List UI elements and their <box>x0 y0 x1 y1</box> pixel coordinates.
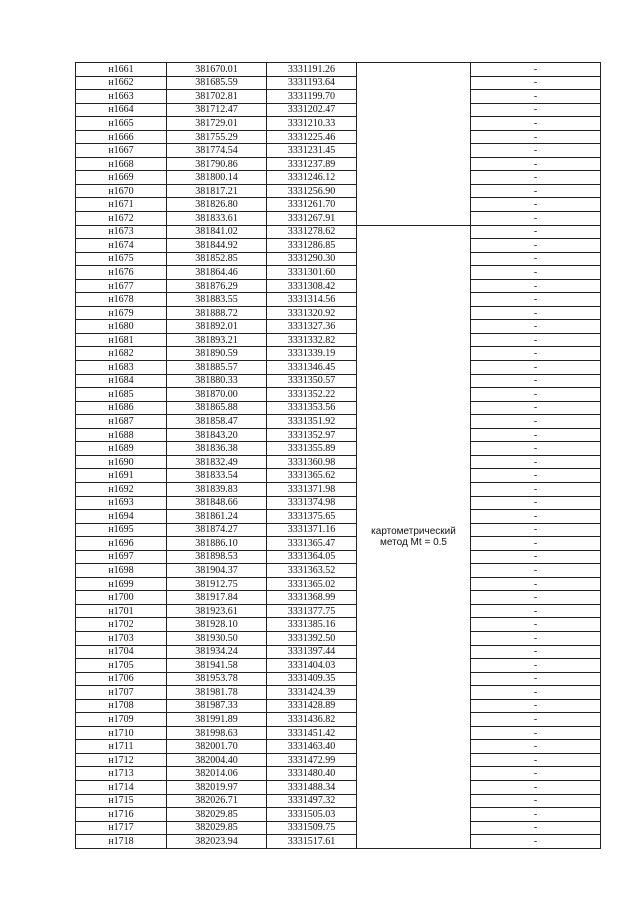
note-cell: - <box>471 726 601 740</box>
table-row <box>76 90 601 104</box>
note-cell: - <box>471 306 601 320</box>
table-row <box>76 659 601 673</box>
table-row <box>76 225 601 239</box>
table-row <box>76 401 601 415</box>
y-coordinate-cell: 3331286.85 <box>267 239 357 253</box>
point-id-cell: н1662 <box>76 76 167 90</box>
y-coordinate-cell: 3331509.75 <box>267 821 357 835</box>
y-coordinate-cell: 3331278.62 <box>267 225 357 239</box>
note-cell: - <box>471 591 601 605</box>
y-coordinate-cell: 3331463.40 <box>267 740 357 754</box>
x-coordinate-cell: 381941.58 <box>167 659 267 673</box>
note-cell: - <box>471 604 601 618</box>
y-coordinate-cell: 3331392.50 <box>267 631 357 645</box>
y-coordinate-cell: 3331377.75 <box>267 604 357 618</box>
note-cell: - <box>471 577 601 591</box>
x-coordinate-cell: 382029.85 <box>167 821 267 835</box>
point-id-cell: н1714 <box>76 780 167 794</box>
note-cell: - <box>471 333 601 347</box>
table-row <box>76 591 601 605</box>
y-coordinate-cell: 3331375.65 <box>267 510 357 524</box>
y-coordinate-cell: 3331363.52 <box>267 564 357 578</box>
x-coordinate-cell: 381800.14 <box>167 171 267 185</box>
note-cell: - <box>471 63 601 77</box>
point-id-cell: н1702 <box>76 618 167 632</box>
y-coordinate-cell: 3331374.98 <box>267 496 357 510</box>
table-row <box>76 564 601 578</box>
x-coordinate-cell: 382026.71 <box>167 794 267 808</box>
x-coordinate-cell: 381874.27 <box>167 523 267 537</box>
table-row <box>76 239 601 253</box>
table-row <box>76 171 601 185</box>
point-id-cell: н1684 <box>76 374 167 388</box>
point-id-cell: н1680 <box>76 320 167 334</box>
table-row <box>76 835 601 849</box>
x-coordinate-cell: 381898.53 <box>167 550 267 564</box>
table-row <box>76 808 601 822</box>
point-id-cell: н1707 <box>76 686 167 700</box>
y-coordinate-cell: 3331237.89 <box>267 157 357 171</box>
point-id-cell: н1682 <box>76 347 167 361</box>
point-id-cell: н1712 <box>76 753 167 767</box>
table-row <box>76 821 601 835</box>
note-cell: - <box>471 76 601 90</box>
x-coordinate-cell: 382001.70 <box>167 740 267 754</box>
x-coordinate-cell: 381991.89 <box>167 713 267 727</box>
x-coordinate-cell: 381817.21 <box>167 184 267 198</box>
y-coordinate-cell: 3331327.36 <box>267 320 357 334</box>
x-coordinate-cell: 381888.72 <box>167 306 267 320</box>
point-id-cell: н1705 <box>76 659 167 673</box>
y-coordinate-cell: 3331308.42 <box>267 279 357 293</box>
table-row <box>76 212 601 226</box>
note-cell: - <box>471 713 601 727</box>
y-coordinate-cell: 3331231.45 <box>267 144 357 158</box>
point-id-cell: н1709 <box>76 713 167 727</box>
table-row <box>76 388 601 402</box>
table-row <box>76 361 601 375</box>
table-row <box>76 631 601 645</box>
note-cell: - <box>471 537 601 551</box>
table-row <box>76 333 601 347</box>
table-row <box>76 713 601 727</box>
x-coordinate-cell: 381839.83 <box>167 482 267 496</box>
note-cell: - <box>471 550 601 564</box>
x-coordinate-cell: 381843.20 <box>167 428 267 442</box>
table-row <box>76 347 601 361</box>
note-cell: - <box>471 442 601 456</box>
y-coordinate-cell: 3331191.26 <box>267 63 357 77</box>
x-coordinate-cell: 381876.29 <box>167 279 267 293</box>
y-coordinate-cell: 3331409.35 <box>267 672 357 686</box>
note-cell: - <box>471 631 601 645</box>
point-id-cell: н1717 <box>76 821 167 835</box>
point-id-cell: н1667 <box>76 144 167 158</box>
y-coordinate-cell: 3331365.47 <box>267 537 357 551</box>
x-coordinate-cell: 382014.06 <box>167 767 267 781</box>
note-cell: - <box>471 672 601 686</box>
note-cell: - <box>471 225 601 239</box>
point-id-cell: н1691 <box>76 469 167 483</box>
table-row <box>76 428 601 442</box>
point-id-cell: н1676 <box>76 266 167 280</box>
point-id-cell: н1703 <box>76 631 167 645</box>
y-coordinate-cell: 3331371.98 <box>267 482 357 496</box>
table-row <box>76 130 601 144</box>
note-cell: - <box>471 455 601 469</box>
y-coordinate-cell: 3331256.90 <box>267 184 357 198</box>
note-cell: - <box>471 347 601 361</box>
x-coordinate-cell: 381923.61 <box>167 604 267 618</box>
x-coordinate-cell: 381981.78 <box>167 686 267 700</box>
table-row <box>76 374 601 388</box>
note-cell: - <box>471 239 601 253</box>
table-row <box>76 184 601 198</box>
point-id-cell: н1694 <box>76 510 167 524</box>
point-id-cell: н1692 <box>76 482 167 496</box>
y-coordinate-cell: 3331339.19 <box>267 347 357 361</box>
x-coordinate-cell: 381870.00 <box>167 388 267 402</box>
table-row <box>76 76 601 90</box>
y-coordinate-cell: 3331350.57 <box>267 374 357 388</box>
note-cell: - <box>471 401 601 415</box>
point-id-cell: н1706 <box>76 672 167 686</box>
table-row <box>76 726 601 740</box>
note-cell: - <box>471 103 601 117</box>
x-coordinate-cell: 381885.57 <box>167 361 267 375</box>
point-id-cell: н1715 <box>76 794 167 808</box>
x-coordinate-cell: 381861.24 <box>167 510 267 524</box>
note-cell: - <box>471 808 601 822</box>
x-coordinate-cell: 381836.38 <box>167 442 267 456</box>
table-row <box>76 63 601 77</box>
point-id-cell: н1675 <box>76 252 167 266</box>
x-coordinate-cell: 381930.50 <box>167 631 267 645</box>
table-row <box>76 618 601 632</box>
point-id-cell: н1700 <box>76 591 167 605</box>
x-coordinate-cell: 381953.78 <box>167 672 267 686</box>
x-coordinate-cell: 381864.46 <box>167 266 267 280</box>
note-cell: - <box>471 130 601 144</box>
point-id-cell: н1697 <box>76 550 167 564</box>
y-coordinate-cell: 3331365.62 <box>267 469 357 483</box>
y-coordinate-cell: 3331385.16 <box>267 618 357 632</box>
note-cell: - <box>471 90 601 104</box>
point-id-cell: н1710 <box>76 726 167 740</box>
x-coordinate-cell: 381844.92 <box>167 239 267 253</box>
y-coordinate-cell: 3331351.92 <box>267 415 357 429</box>
point-id-cell: н1679 <box>76 306 167 320</box>
note-cell: - <box>471 266 601 280</box>
note-cell: - <box>471 157 601 171</box>
y-coordinate-cell: 3331404.03 <box>267 659 357 673</box>
point-id-cell: н1690 <box>76 455 167 469</box>
x-coordinate-cell: 381912.75 <box>167 577 267 591</box>
table-row <box>76 198 601 212</box>
x-coordinate-cell: 381832.49 <box>167 455 267 469</box>
note-cell: - <box>471 388 601 402</box>
y-coordinate-cell: 3331199.70 <box>267 90 357 104</box>
y-coordinate-cell: 3331225.46 <box>267 130 357 144</box>
coordinates-table-body <box>76 63 601 849</box>
x-coordinate-cell: 381890.59 <box>167 347 267 361</box>
note-cell: - <box>471 117 601 131</box>
coordinates-table <box>75 62 601 849</box>
note-cell: - <box>471 659 601 673</box>
x-coordinate-cell: 381841.02 <box>167 225 267 239</box>
table-row <box>76 740 601 754</box>
point-id-cell: н1698 <box>76 564 167 578</box>
table-row <box>76 686 601 700</box>
point-id-cell: н1711 <box>76 740 167 754</box>
table-row <box>76 672 601 686</box>
y-coordinate-cell: 3331397.44 <box>267 645 357 659</box>
note-cell: - <box>471 510 601 524</box>
point-id-cell: н1663 <box>76 90 167 104</box>
y-coordinate-cell: 3331436.82 <box>267 713 357 727</box>
note-cell: - <box>471 184 601 198</box>
note-cell: - <box>471 320 601 334</box>
note-cell: - <box>471 753 601 767</box>
table-row <box>76 699 601 713</box>
y-coordinate-cell: 3331246.12 <box>267 171 357 185</box>
x-coordinate-cell: 381998.63 <box>167 726 267 740</box>
table-row <box>76 252 601 266</box>
point-id-cell: н1669 <box>76 171 167 185</box>
point-id-cell: н1696 <box>76 537 167 551</box>
table-row <box>76 469 601 483</box>
point-id-cell: н1704 <box>76 645 167 659</box>
x-coordinate-cell: 381852.85 <box>167 252 267 266</box>
note-cell: - <box>471 794 601 808</box>
y-coordinate-cell: 3331472.99 <box>267 753 357 767</box>
table-row <box>76 550 601 564</box>
table-row <box>76 320 601 334</box>
x-coordinate-cell: 381670.01 <box>167 63 267 77</box>
note-cell: - <box>471 686 601 700</box>
x-coordinate-cell: 381685.59 <box>167 76 267 90</box>
y-coordinate-cell: 3331202.47 <box>267 103 357 117</box>
note-cell: - <box>471 252 601 266</box>
point-id-cell: н1677 <box>76 279 167 293</box>
note-cell: - <box>471 469 601 483</box>
table-row <box>76 523 601 537</box>
note-cell: - <box>471 523 601 537</box>
point-id-cell: н1674 <box>76 239 167 253</box>
point-id-cell: н1666 <box>76 130 167 144</box>
point-id-cell: н1699 <box>76 577 167 591</box>
y-coordinate-cell: 3331352.97 <box>267 428 357 442</box>
table-row <box>76 144 601 158</box>
y-coordinate-cell: 3331480.40 <box>267 767 357 781</box>
x-coordinate-cell: 381893.21 <box>167 333 267 347</box>
y-coordinate-cell: 3331346.45 <box>267 361 357 375</box>
x-coordinate-cell: 381987.33 <box>167 699 267 713</box>
table-row <box>76 442 601 456</box>
point-id-cell: н1687 <box>76 415 167 429</box>
table-row <box>76 117 601 131</box>
x-coordinate-cell: 381880.33 <box>167 374 267 388</box>
y-coordinate-cell: 3331488.34 <box>267 780 357 794</box>
note-cell: - <box>471 835 601 849</box>
note-cell: - <box>471 144 601 158</box>
x-coordinate-cell: 382019.97 <box>167 780 267 794</box>
point-id-cell: н1671 <box>76 198 167 212</box>
x-coordinate-cell: 381928.10 <box>167 618 267 632</box>
table-row <box>76 577 601 591</box>
table-row <box>76 103 601 117</box>
point-id-cell: н1668 <box>76 157 167 171</box>
y-coordinate-cell: 3331210.33 <box>267 117 357 131</box>
x-coordinate-cell: 381774.54 <box>167 144 267 158</box>
note-cell: - <box>471 482 601 496</box>
x-coordinate-cell: 381833.54 <box>167 469 267 483</box>
point-id-cell: н1672 <box>76 212 167 226</box>
point-id-cell: н1716 <box>76 808 167 822</box>
y-coordinate-cell: 3331267.91 <box>267 212 357 226</box>
x-coordinate-cell: 381917.84 <box>167 591 267 605</box>
note-cell: - <box>471 212 601 226</box>
table-row <box>76 645 601 659</box>
point-id-cell: н1689 <box>76 442 167 456</box>
table-row <box>76 455 601 469</box>
table-row <box>76 753 601 767</box>
x-coordinate-cell: 381712.47 <box>167 103 267 117</box>
note-cell: - <box>471 496 601 510</box>
x-coordinate-cell: 381883.55 <box>167 293 267 307</box>
x-coordinate-cell: 381858.47 <box>167 415 267 429</box>
note-cell: - <box>471 564 601 578</box>
note-cell: - <box>471 279 601 293</box>
x-coordinate-cell: 381826.80 <box>167 198 267 212</box>
method-cell <box>357 63 471 226</box>
y-coordinate-cell: 3331428.89 <box>267 699 357 713</box>
note-cell: - <box>471 767 601 781</box>
point-id-cell: н1685 <box>76 388 167 402</box>
point-id-cell: н1701 <box>76 604 167 618</box>
y-coordinate-cell: 3331290.30 <box>267 252 357 266</box>
point-id-cell: н1678 <box>76 293 167 307</box>
point-id-cell: н1665 <box>76 117 167 131</box>
y-coordinate-cell: 3331505.03 <box>267 808 357 822</box>
y-coordinate-cell: 3331355.89 <box>267 442 357 456</box>
table-row <box>76 279 601 293</box>
note-cell: - <box>471 699 601 713</box>
y-coordinate-cell: 3331365.02 <box>267 577 357 591</box>
x-coordinate-cell: 381833.61 <box>167 212 267 226</box>
y-coordinate-cell: 3331360.98 <box>267 455 357 469</box>
point-id-cell: н1664 <box>76 103 167 117</box>
x-coordinate-cell: 381904.37 <box>167 564 267 578</box>
point-id-cell: н1673 <box>76 225 167 239</box>
note-cell: - <box>471 171 601 185</box>
table-row <box>76 537 601 551</box>
point-id-cell: н1670 <box>76 184 167 198</box>
x-coordinate-cell: 381892.01 <box>167 320 267 334</box>
y-coordinate-cell: 3331517.61 <box>267 835 357 849</box>
y-coordinate-cell: 3331301.60 <box>267 266 357 280</box>
point-id-cell: н1708 <box>76 699 167 713</box>
table-row <box>76 496 601 510</box>
point-id-cell: н1693 <box>76 496 167 510</box>
y-coordinate-cell: 3331364.05 <box>267 550 357 564</box>
point-id-cell: н1718 <box>76 835 167 849</box>
table-row <box>76 482 601 496</box>
x-coordinate-cell: 382004.40 <box>167 753 267 767</box>
y-coordinate-cell: 3331371.16 <box>267 523 357 537</box>
point-id-cell: н1713 <box>76 767 167 781</box>
note-cell: - <box>471 821 601 835</box>
x-coordinate-cell: 381848.66 <box>167 496 267 510</box>
y-coordinate-cell: 3331332.82 <box>267 333 357 347</box>
table-row <box>76 604 601 618</box>
point-id-cell: н1681 <box>76 333 167 347</box>
point-id-cell: н1661 <box>76 63 167 77</box>
table-row <box>76 306 601 320</box>
y-coordinate-cell: 3331353.56 <box>267 401 357 415</box>
note-cell: - <box>471 618 601 632</box>
y-coordinate-cell: 3331424.39 <box>267 686 357 700</box>
table-row <box>76 293 601 307</box>
note-cell: - <box>471 740 601 754</box>
x-coordinate-cell: 381755.29 <box>167 130 267 144</box>
x-coordinate-cell: 382029.85 <box>167 808 267 822</box>
x-coordinate-cell: 381865.88 <box>167 401 267 415</box>
point-id-cell: н1683 <box>76 361 167 375</box>
table-row <box>76 510 601 524</box>
table-row <box>76 767 601 781</box>
table-row <box>76 157 601 171</box>
x-coordinate-cell: 381934.24 <box>167 645 267 659</box>
y-coordinate-cell: 3331314.56 <box>267 293 357 307</box>
x-coordinate-cell: 381790.86 <box>167 157 267 171</box>
point-id-cell: н1686 <box>76 401 167 415</box>
note-cell: - <box>471 428 601 442</box>
note-cell: - <box>471 198 601 212</box>
note-cell: - <box>471 415 601 429</box>
x-coordinate-cell: 381729.01 <box>167 117 267 131</box>
note-cell: - <box>471 374 601 388</box>
method-cell: картометрический метод Mt = 0.5 <box>357 225 471 848</box>
y-coordinate-cell: 3331368.99 <box>267 591 357 605</box>
note-cell: - <box>471 645 601 659</box>
point-id-cell: н1695 <box>76 523 167 537</box>
table-row <box>76 266 601 280</box>
note-cell: - <box>471 361 601 375</box>
y-coordinate-cell: 3331352.22 <box>267 388 357 402</box>
point-id-cell: н1688 <box>76 428 167 442</box>
y-coordinate-cell: 3331320.92 <box>267 306 357 320</box>
y-coordinate-cell: 3331193.64 <box>267 76 357 90</box>
table-row <box>76 794 601 808</box>
y-coordinate-cell: 3331261.70 <box>267 198 357 212</box>
table-row <box>76 780 601 794</box>
x-coordinate-cell: 382023.94 <box>167 835 267 849</box>
x-coordinate-cell: 381886.10 <box>167 537 267 551</box>
note-cell: - <box>471 293 601 307</box>
table-row <box>76 415 601 429</box>
x-coordinate-cell: 381702.81 <box>167 90 267 104</box>
note-cell: - <box>471 780 601 794</box>
y-coordinate-cell: 3331497.32 <box>267 794 357 808</box>
y-coordinate-cell: 3331451.42 <box>267 726 357 740</box>
